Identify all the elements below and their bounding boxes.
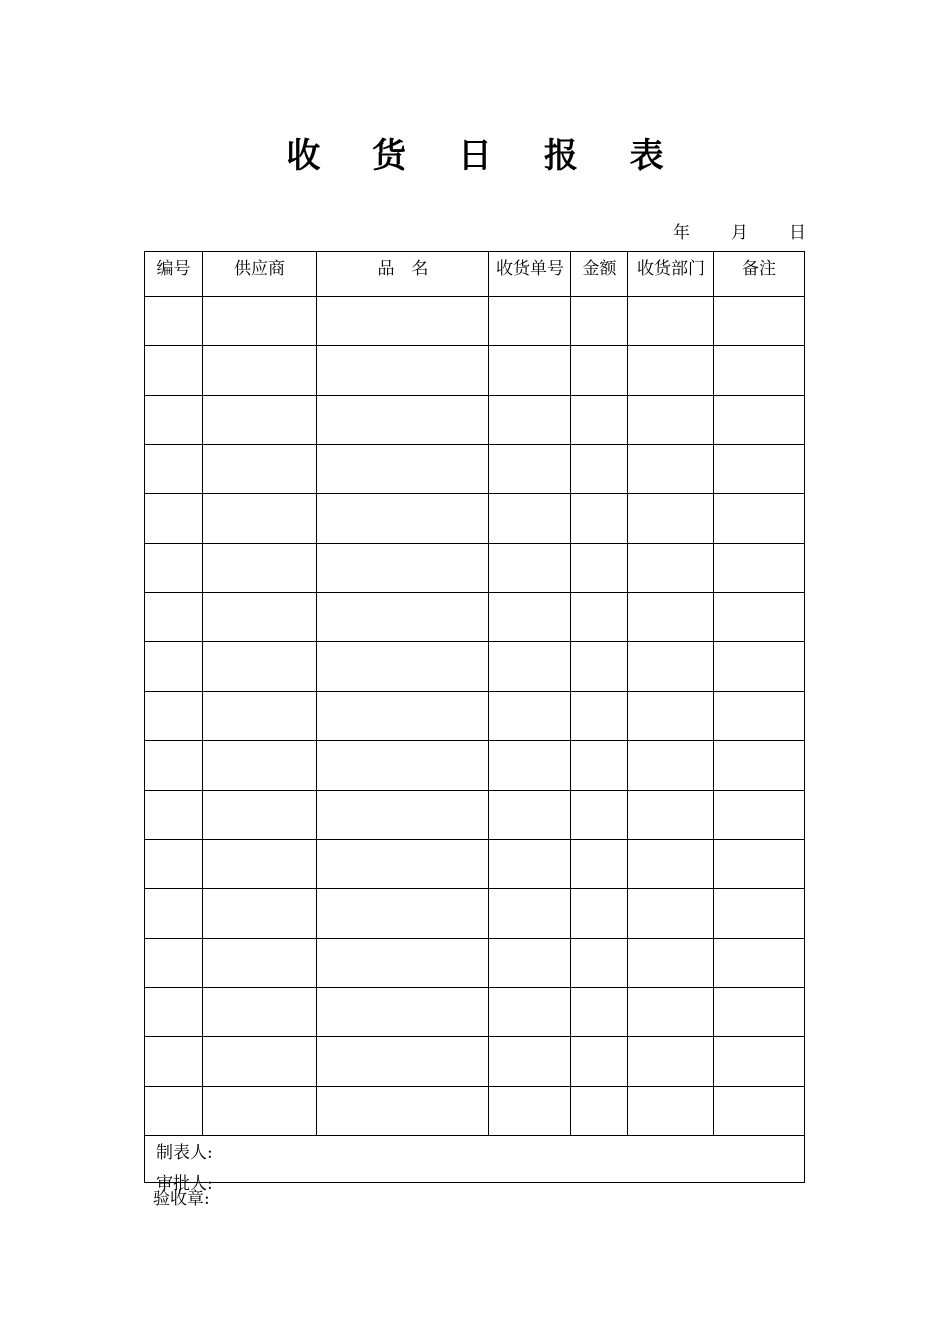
approver-label: 审批人: [156, 1174, 213, 1194]
table-bottom-rule [145, 1135, 804, 1136]
date-month: 月 [731, 223, 748, 243]
table-row [145, 691, 804, 740]
date-day: 日 [789, 223, 806, 243]
table-row [145, 641, 804, 690]
header-cell-amount: 金额 [582, 259, 617, 279]
table-row [145, 938, 804, 987]
table-row [145, 296, 804, 345]
table-row [145, 444, 804, 493]
header-cell-supplier: 供应商 [234, 259, 285, 279]
receiving-report-table [144, 251, 805, 1194]
table-row [145, 987, 804, 1036]
table-row [145, 395, 804, 444]
maker-label: 制表人: [156, 1143, 213, 1163]
header-cell-product-name: 品 名 [377, 259, 429, 279]
table-row [145, 740, 804, 789]
page-title: 收 货 日 报 表 [286, 136, 684, 176]
header-cell-id: 编号 [156, 259, 191, 279]
header-cell-remarks: 备注 [742, 259, 776, 279]
table-row [145, 888, 804, 937]
table-row [145, 1086, 804, 1135]
header-cell-receipt-number: 收货单号 [496, 259, 564, 279]
inspection-stamp-label: 验收章: [153, 1189, 210, 1209]
table-row [145, 839, 804, 888]
table-row [145, 1036, 804, 1085]
table-row [145, 592, 804, 641]
table-row [145, 790, 804, 839]
header-cell-department: 收货部门 [637, 259, 705, 279]
table-row [145, 543, 804, 592]
table-row [145, 493, 804, 542]
table-row [145, 345, 804, 394]
date-year: 年 [673, 223, 690, 243]
